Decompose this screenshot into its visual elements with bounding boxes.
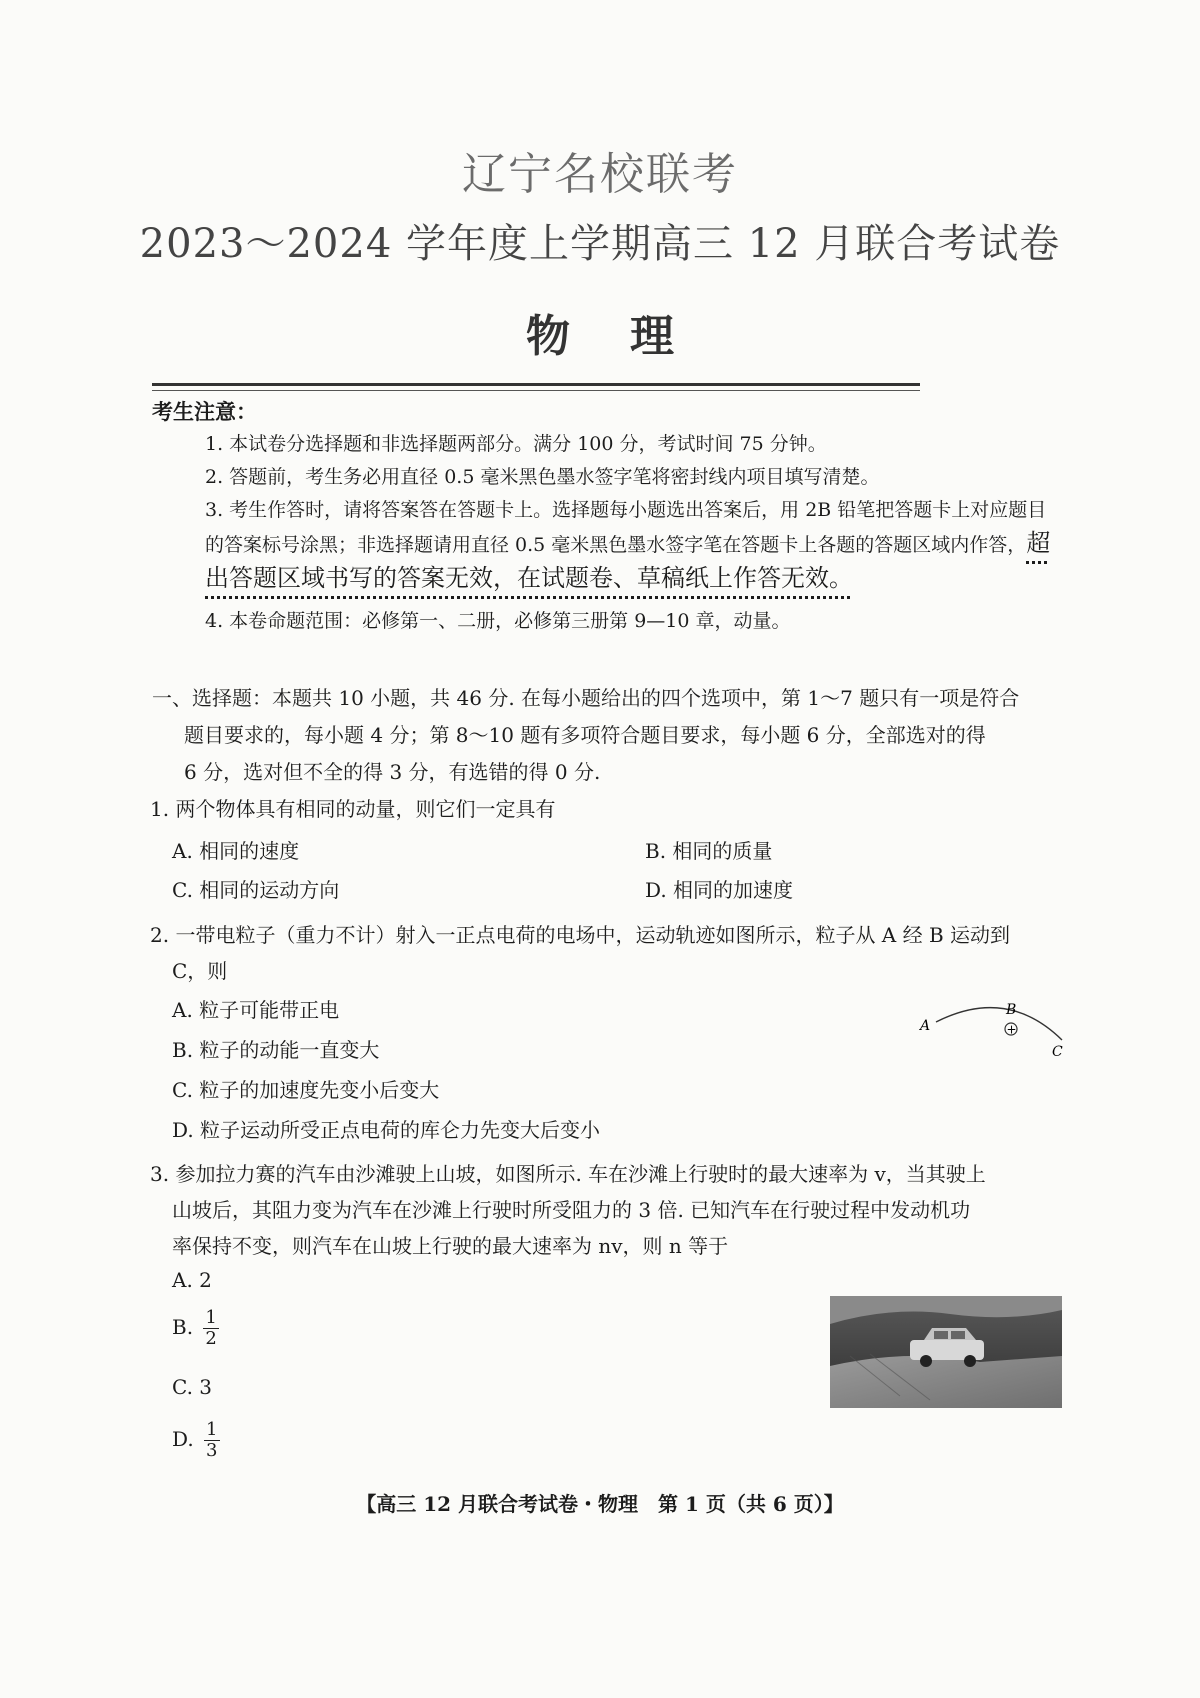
header-title: 2023～2024 学年度上学期高三 12 月联合考试卷 [139,221,1061,267]
q3-stem-line-2: 山坡后，其阻力变为汽车在沙滩上行驶时所受阻力的 3 倍. 已知汽车在行驶过程中发动机功 [172,1198,971,1222]
page-footer: 【高三 12 月联合考试卷・物理 第 1 页（共 6 页）】 [356,1492,844,1516]
q3-option-b-numerator: 1 [205,1307,217,1328]
q2-trajectory-figure [912,990,1082,1060]
header-divider-thin [152,390,920,391]
header-divider-thick [152,383,920,386]
section-1-line-1: 一、选择题：本题共 10 小题，共 46 分. 在每小题给出的四个选项中，第 1～7 题只有一项是符合 [152,686,1020,710]
notice-item-3-text: 3. 考生作答时，请将答案答在答题卡上。选择题每小题选出答案后，用 2B 铅笔把答题卡上对应题目的答案标号涂黑；非选择题请用直径 0.5 毫米黑色墨水签字笔在答题卡上各题的答题区域内作答， [205,499,1047,556]
notice-item-1: 1. 本试卷分选择题和非选择题两部分。满分 100 分，考试时间 75 分钟。 [205,433,827,455]
q2-option-c: C. 粒子的加速度先变小后变大 [172,1078,440,1102]
q1-option-c: C. 相同的运动方向 [172,878,340,902]
q2-stem-line-2: C，则 [172,959,228,983]
point-c-label: C [1052,1044,1063,1060]
q3-stem-line-1: 3. 参加拉力赛的汽车由沙滩驶上山坡，如图所示. 车在沙滩上行驶时的最大速率为 v，当其驶上 [150,1162,986,1186]
q3-option-d-numerator: 1 [206,1419,218,1440]
q3-option-b [172,1308,219,1349]
q3-option-c: C. 3 [172,1375,213,1399]
point-a-label: A [920,1018,931,1034]
trajectory-curve [936,1008,1062,1040]
notice-item-3 [205,494,1065,597]
section-1-line-2: 题目要求的，每小题 4 分；第 8～10 题有多项符合题目要求，每小题 6 分，全部选对的得 [184,723,986,747]
notice-item-2: 2. 答题前，考生务必用直径 0.5 毫米黑色墨水签字笔将密封线内项目填写清楚。 [205,466,880,488]
q1-option-a: A. 相同的速度 [172,839,300,863]
q3-option-d-label: D. [172,1427,194,1451]
charge-sign: + [1006,1022,1017,1037]
q3-option-b-label: B. [172,1315,194,1339]
section-1-instructions [152,680,1060,791]
q3-rally-car-photo [830,1296,1062,1408]
notice-list [205,428,1065,638]
header-org: 辽宁名校联考 [462,149,738,200]
q2-option-b: B. 粒子的动能一直变大 [172,1038,380,1062]
notice-item-4: 4. 本卷命题范围：必修第一、二册，必修第三册第 9—10 章，动量。 [205,610,791,632]
q2-option-a: A. 粒子可能带正电 [172,998,340,1022]
q3-option-d [172,1420,220,1461]
q3-option-b-fraction [203,1308,218,1349]
q2-option-d: D. 粒子运动所受正点电荷的库仑力先变大后变小 [172,1118,601,1142]
section-1-line-3: 6 分，选对但不全的得 3 分，有选错的得 0 分. [184,760,601,784]
q3-option-d-denominator: 3 [206,1440,218,1461]
q3-stem [150,1156,1060,1264]
q2-stem-line-1: 2. 一带电粒子（重力不计）射入一正点电荷的电场中，运动轨迹如图所示，粒子从 A 经 B 运动到 [150,923,1011,947]
point-b-label: B [1006,1002,1017,1018]
q3-option-a: A. 2 [172,1268,212,1292]
header-subject: 物理 [526,311,734,362]
q3-option-d-fraction [204,1420,219,1461]
q2-stem [150,917,1060,989]
q3-option-b-denominator: 2 [205,1328,217,1349]
q1-option-d: D. 相同的加速度 [645,878,794,902]
q3-stem-line-3: 率保持不变，则汽车在山坡上行驶的最大速率为 nv，则 n 等于 [172,1234,729,1258]
q1-stem: 1. 两个物体具有相同的动量，则它们一定具有 [150,797,556,821]
notice-item-3-emphasis: 超出答题区域书写的答案无效，在试题卷、草稿纸上作答无效。 [205,529,1051,592]
q1-option-b: B. 相同的质量 [645,839,773,863]
notice-heading: 考生注意： [152,399,257,424]
